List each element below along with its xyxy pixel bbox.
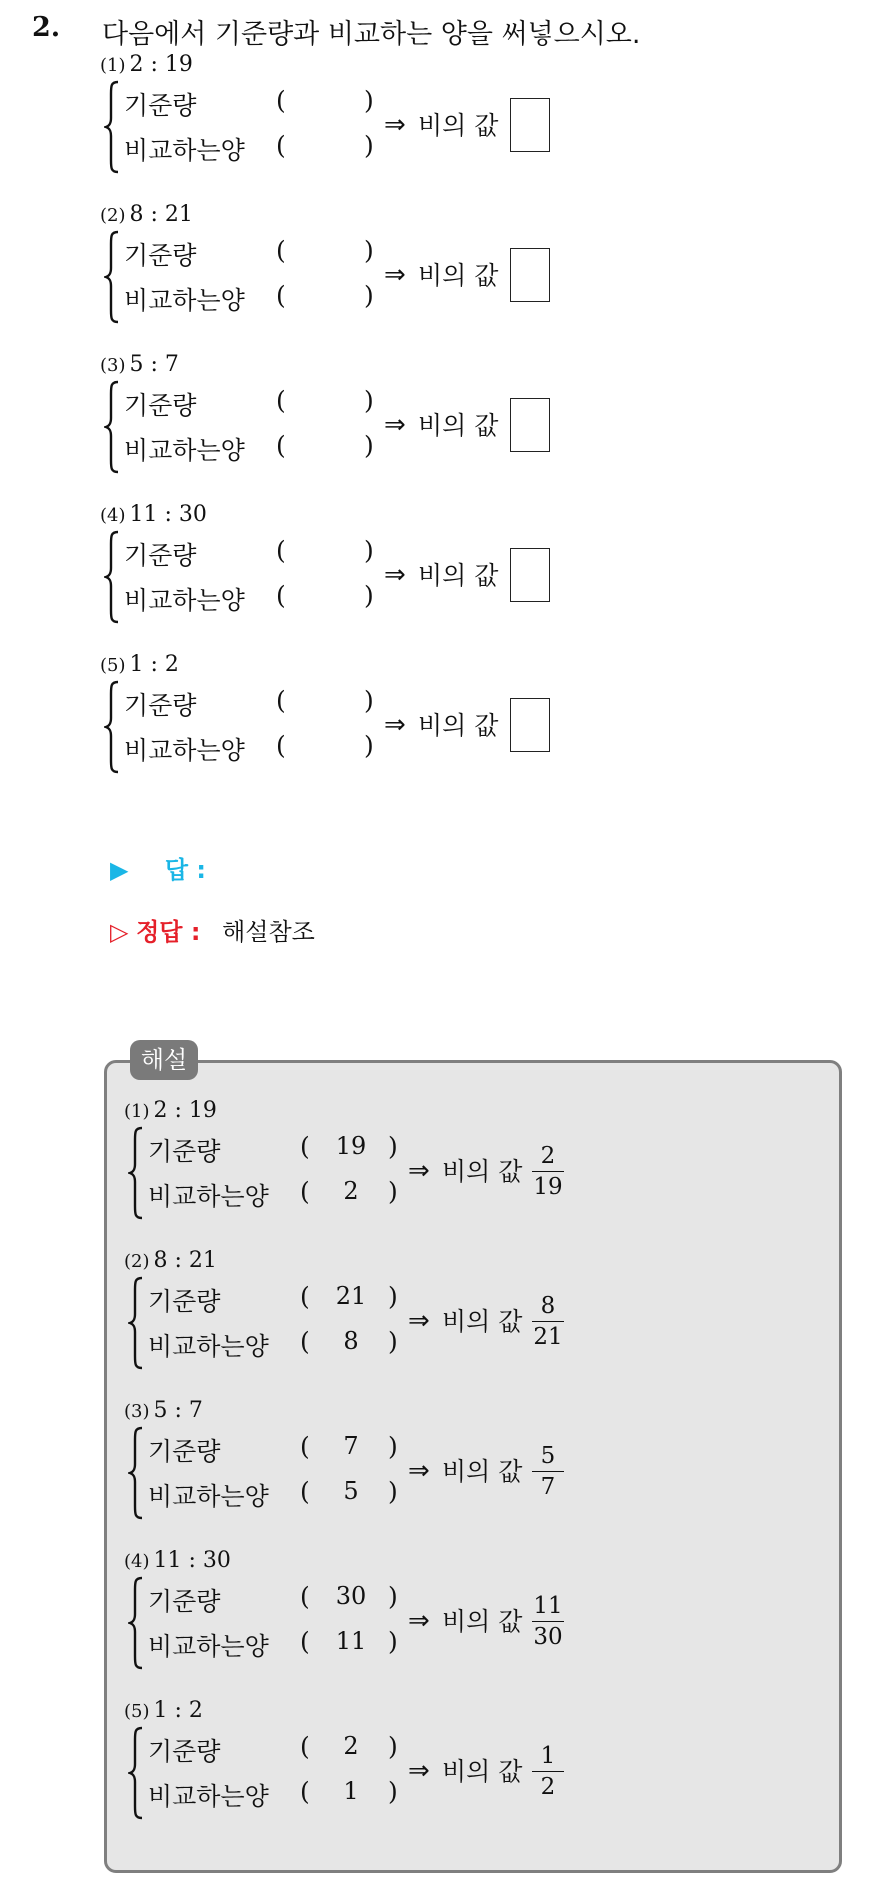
base-value: 30 xyxy=(335,1582,367,1610)
compare-value: 8 xyxy=(343,1327,359,1355)
question-item xyxy=(100,352,580,492)
fraction-numerator: 11 xyxy=(533,1593,563,1619)
ratio-text: 8 : 21 xyxy=(129,202,193,227)
item-number: (1) xyxy=(100,55,126,76)
open-paren: ( xyxy=(276,686,286,715)
fraction-bar xyxy=(532,1471,564,1472)
open-paren: ( xyxy=(276,731,286,760)
base-label: 기준량 xyxy=(148,1437,221,1466)
open-paren: ( xyxy=(300,1132,310,1161)
left-brace xyxy=(104,380,120,474)
compare-label: 비교하는양 xyxy=(124,286,245,315)
left-brace xyxy=(128,1276,144,1370)
implies-arrow: ⇒ xyxy=(384,560,406,590)
item-number: (3) xyxy=(100,355,126,376)
question-item xyxy=(100,52,580,192)
correct-answer-text: 해설참조 xyxy=(222,918,315,946)
open-paren: ( xyxy=(300,1177,310,1206)
open-paren: ( xyxy=(276,581,286,610)
ratio-value-label: 비의 값 xyxy=(442,1757,523,1786)
open-paren: ( xyxy=(300,1477,310,1506)
item-number: (2) xyxy=(100,205,126,226)
compare-value: 5 xyxy=(343,1477,359,1505)
ratio-heading xyxy=(100,652,179,677)
open-paren: ( xyxy=(300,1432,310,1461)
base-label: 기준량 xyxy=(148,1587,221,1616)
fraction-numerator: 8 xyxy=(540,1293,556,1319)
close-paren: ) xyxy=(388,1432,398,1461)
ratio-fraction xyxy=(528,1142,568,1201)
ratio-text: 8 : 21 xyxy=(153,1248,217,1273)
left-brace xyxy=(104,530,120,624)
close-paren: ) xyxy=(364,536,374,565)
ratio-heading xyxy=(100,502,207,527)
fraction-denominator: 7 xyxy=(540,1474,556,1500)
fraction-denominator: 21 xyxy=(533,1324,563,1350)
implies-arrow: ⇒ xyxy=(408,1456,430,1486)
fraction-bar xyxy=(532,1621,564,1622)
solution-item xyxy=(124,1098,604,1238)
compare-value: 11 xyxy=(335,1627,367,1655)
item-number: (5) xyxy=(100,655,126,676)
compare-label: 비교하는양 xyxy=(124,436,245,465)
close-paren: ) xyxy=(364,281,374,310)
implies-arrow: ⇒ xyxy=(408,1756,430,1786)
fraction-bar xyxy=(532,1321,564,1322)
answer-line xyxy=(110,850,206,885)
fraction-denominator: 30 xyxy=(533,1624,563,1650)
left-brace xyxy=(104,680,120,774)
implies-arrow: ⇒ xyxy=(408,1306,430,1336)
ratio-value-label: 비의 값 xyxy=(442,1157,523,1186)
base-label: 기준량 xyxy=(124,241,197,270)
implies-arrow: ⇒ xyxy=(384,260,406,290)
question-number: 2. xyxy=(32,12,61,43)
fraction-denominator: 2 xyxy=(540,1774,556,1800)
ratio-value-label: 비의 값 xyxy=(442,1457,523,1486)
fraction-bar xyxy=(532,1171,564,1172)
left-brace xyxy=(128,1576,144,1670)
left-brace xyxy=(104,230,120,324)
answer-box xyxy=(510,398,550,452)
question-item xyxy=(100,652,580,792)
ratio-value-label: 비의 값 xyxy=(418,711,499,740)
ratio-value-label: 비의 값 xyxy=(418,111,499,140)
open-paren: ( xyxy=(276,131,286,160)
base-value: 7 xyxy=(343,1432,359,1460)
open-paren: ( xyxy=(300,1327,310,1356)
left-brace xyxy=(128,1126,144,1220)
base-label: 기준량 xyxy=(124,541,197,570)
implies-arrow: ⇒ xyxy=(384,710,406,740)
close-paren: ) xyxy=(364,386,374,415)
base-value: 21 xyxy=(335,1282,367,1310)
fraction-bar xyxy=(532,1771,564,1772)
ratio-heading xyxy=(100,352,179,377)
ratio-value-label: 비의 값 xyxy=(418,411,499,440)
close-paren: ) xyxy=(388,1282,398,1311)
base-label: 기준량 xyxy=(124,91,197,120)
close-paren: ) xyxy=(364,731,374,760)
ratio-value-label: 비의 값 xyxy=(442,1607,523,1636)
close-paren: ) xyxy=(388,1327,398,1356)
item-number: (4) xyxy=(100,505,126,526)
outline-triangle-icon: ▷ xyxy=(110,918,129,946)
open-paren: ( xyxy=(276,281,286,310)
solution-item xyxy=(124,1548,604,1688)
open-paren: ( xyxy=(276,431,286,460)
ratio-fraction xyxy=(528,1592,568,1651)
ratio-heading xyxy=(124,1398,203,1423)
close-paren: ) xyxy=(388,1477,398,1506)
left-brace xyxy=(128,1426,144,1520)
close-paren: ) xyxy=(388,1177,398,1206)
compare-value: 2 xyxy=(343,1177,359,1205)
close-paren: ) xyxy=(364,131,374,160)
open-paren: ( xyxy=(300,1582,310,1611)
implies-arrow: ⇒ xyxy=(384,110,406,140)
open-paren: ( xyxy=(300,1627,310,1656)
item-number: (5) xyxy=(124,1701,150,1722)
base-label: 기준량 xyxy=(124,391,197,420)
correct-answer-label: 정답 : xyxy=(136,918,201,946)
base-value: 19 xyxy=(335,1132,367,1160)
question-item xyxy=(100,502,580,642)
left-brace xyxy=(104,80,120,174)
compare-label: 비교하는양 xyxy=(148,1782,269,1811)
ratio-text: 2 : 19 xyxy=(153,1098,217,1123)
base-label: 기준량 xyxy=(148,1287,221,1316)
close-paren: ) xyxy=(388,1627,398,1656)
fraction-numerator: 1 xyxy=(540,1743,556,1769)
ratio-text: 11 : 30 xyxy=(129,502,207,527)
close-paren: ) xyxy=(388,1777,398,1806)
base-label: 기준량 xyxy=(124,691,197,720)
ratio-heading xyxy=(100,202,193,227)
open-paren: ( xyxy=(300,1732,310,1761)
ratio-value-label: 비의 값 xyxy=(418,261,499,290)
ratio-text: 5 : 7 xyxy=(153,1398,203,1423)
open-paren: ( xyxy=(276,386,286,415)
ratio-text: 1 : 2 xyxy=(153,1698,203,1723)
ratio-heading xyxy=(124,1548,231,1573)
ratio-heading xyxy=(124,1698,203,1723)
close-paren: ) xyxy=(364,581,374,610)
compare-label: 비교하는양 xyxy=(148,1332,269,1361)
close-paren: ) xyxy=(388,1732,398,1761)
open-paren: ( xyxy=(276,236,286,265)
implies-arrow: ⇒ xyxy=(384,410,406,440)
close-paren: ) xyxy=(388,1132,398,1161)
left-brace xyxy=(128,1726,144,1820)
explanation-tag: 해설 xyxy=(130,1040,198,1080)
item-number: (2) xyxy=(124,1251,150,1272)
compare-value: 1 xyxy=(343,1777,359,1805)
answer-box xyxy=(510,248,550,302)
answer-box xyxy=(510,698,550,752)
implies-arrow: ⇒ xyxy=(408,1156,430,1186)
answer-box xyxy=(510,98,550,152)
solution-item xyxy=(124,1698,604,1838)
solution-item xyxy=(124,1398,604,1538)
ratio-fraction xyxy=(528,1442,568,1501)
compare-label: 비교하는양 xyxy=(148,1482,269,1511)
open-paren: ( xyxy=(300,1282,310,1311)
base-label: 기준량 xyxy=(148,1137,221,1166)
ratio-fraction xyxy=(528,1292,568,1351)
play-triangle-icon: ▶ xyxy=(110,856,129,884)
close-paren: ) xyxy=(388,1582,398,1611)
close-paren: ) xyxy=(364,431,374,460)
correct-answer-line xyxy=(110,912,315,947)
compare-label: 비교하는양 xyxy=(148,1632,269,1661)
open-paren: ( xyxy=(300,1777,310,1806)
compare-label: 비교하는양 xyxy=(124,586,245,615)
close-paren: ) xyxy=(364,236,374,265)
compare-label: 비교하는양 xyxy=(124,136,245,165)
answer-label: 답 : xyxy=(164,856,206,884)
open-paren: ( xyxy=(276,536,286,565)
item-number: (3) xyxy=(124,1401,150,1422)
ratio-fraction xyxy=(528,1742,568,1801)
item-number: (4) xyxy=(124,1551,150,1572)
ratio-text: 2 : 19 xyxy=(129,52,193,77)
answer-box xyxy=(510,548,550,602)
ratio-text: 5 : 7 xyxy=(129,352,179,377)
ratio-heading xyxy=(100,52,193,77)
ratio-text: 11 : 30 xyxy=(153,1548,231,1573)
compare-label: 비교하는양 xyxy=(148,1182,269,1211)
open-paren: ( xyxy=(276,86,286,115)
ratio-value-label: 비의 값 xyxy=(442,1307,523,1336)
fraction-numerator: 5 xyxy=(540,1443,556,1469)
base-label: 기준량 xyxy=(148,1737,221,1766)
ratio-value-label: 비의 값 xyxy=(418,561,499,590)
solution-item xyxy=(124,1248,604,1388)
fraction-denominator: 19 xyxy=(533,1174,563,1200)
item-number: (1) xyxy=(124,1101,150,1122)
close-paren: ) xyxy=(364,686,374,715)
implies-arrow: ⇒ xyxy=(408,1606,430,1636)
close-paren: ) xyxy=(364,86,374,115)
ratio-text: 1 : 2 xyxy=(129,652,179,677)
question-item xyxy=(100,202,580,342)
fraction-numerator: 2 xyxy=(540,1143,556,1169)
question-text: 다음에서 기준량과 비교하는 양을 써넣으시오. xyxy=(102,19,641,50)
compare-label: 비교하는양 xyxy=(124,736,245,765)
ratio-heading xyxy=(124,1248,217,1273)
base-value: 2 xyxy=(343,1732,359,1760)
ratio-heading xyxy=(124,1098,217,1123)
